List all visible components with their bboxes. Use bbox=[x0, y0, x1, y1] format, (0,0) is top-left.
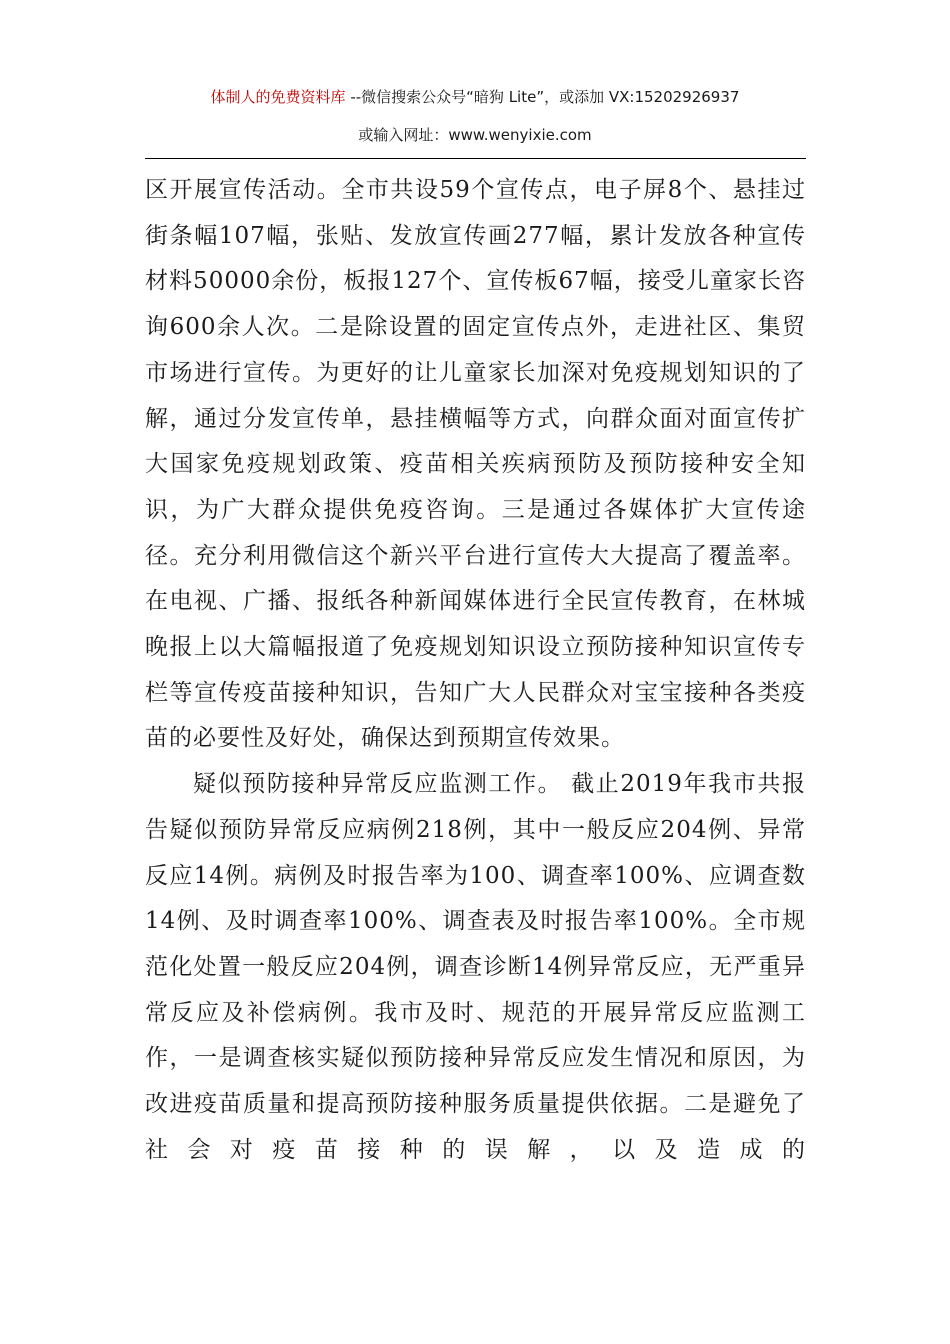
header-divider bbox=[145, 158, 806, 159]
header-website: 或输入网址：www.wenyixie.com bbox=[358, 126, 592, 144]
document-body bbox=[145, 168, 806, 1173]
header-promo: --微信搜索公众号“暗狗 Lite”，或添加 VX:15202926937 bbox=[345, 88, 740, 106]
header-promo-line bbox=[0, 84, 950, 110]
page-header bbox=[0, 84, 950, 148]
paragraph-2: 疑似预防接种异常反应监测工作。 截止2019年我市共报告疑似预防异常反应病例218例，其中一般反应204例、异常反应14例。病例及时报告率为100、调查率100%、应调查数14例、及时调查率100%、调查表及时报告率100%。全市规范化处置一般反应204例，调查诊断14例异常反应，无严重异常反应及补偿病例。我市及时、规范的开展异常反应监测工作，一是调查核实疑似预防接种异常反应发生情况和原因，为改进疫苗质量和提高预防接种服务质量提供依据。二是避免了社会对疫苗接种的误解，以及造成的 bbox=[145, 771, 806, 1163]
paragraph-1: 区开展宣传活动。全市共设59个宣传点，电子屏8个、悬挂过街条幅107幅，张贴、发放宣传画277幅，累计发放各种宣传材料50000余份，板报127个、宣传板67幅，接受儿童家长咨询600余人次。二是除设置的固定宣传点外，走进社区、集贸市场进行宣传。为更好的让儿童家长加深对免疫规划知识的了解，通过分发宣传单，悬挂横幅等方式，向群众面对面宣传扩大国家免疫规划政策、疫苗相关疾病预防及预防接种安全知识，为广大群众提供免疫咨询。三是通过各媒体扩大宣传途径。充分利用微信这个新兴平台进行宣传大大提高了覆盖率。在电视、广播、报纸各种新闻媒体进行全民宣传教育，在林城晚报上以大篇幅报道了免疫规划知识设立预防接种知识宣传专栏等宣传疫苗接种知识，告知广大人民群众对宝宝接种各类疫苗的必要性及好处，确保达到预期宣传效果。 bbox=[145, 177, 806, 752]
header-brand: 体制人的免费资料库 bbox=[210, 88, 346, 106]
